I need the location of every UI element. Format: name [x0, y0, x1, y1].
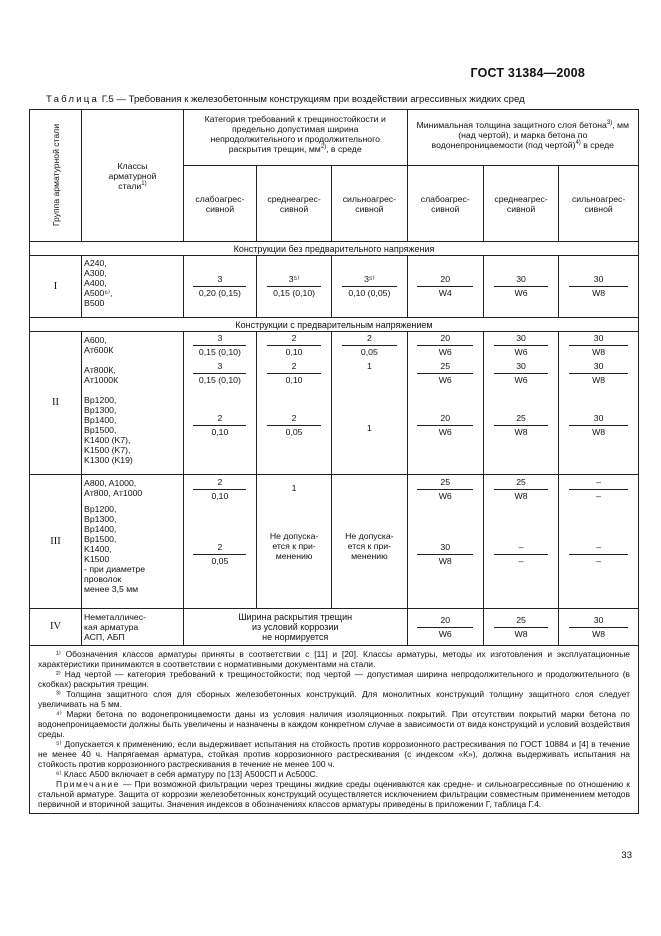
footnote-5: ⁵⁾ Допускается к применению, если выдерживает испытания на стойкость против коррозионного растрескивания по ГОСТ 10884 и [4] в течение не менее 40 ч. Напрягаемая арматура, стойкая против коррозионного растрескивания (с индексом «К»), должна выдерживать испытания на стойкость против коррозионного растрескивания в течение не менее 100 ч. — [38, 739, 630, 769]
cell-II-cover-weak: 20 W6 25 W6 20 W6 — [407, 332, 483, 475]
cell-III-crack-medium: 1 Не допуска- ется к при- менению — [256, 475, 331, 609]
caption-text: Г.5 — Требования к железобетонным конструкциям при воздействии агрессивных жидких сред — [101, 94, 525, 105]
cell-I-cover-strong: 30 W8 — [559, 256, 639, 318]
cell-I-crack-medium: 3⁵⁾ 0,15 (0,10) — [256, 256, 331, 318]
cell-I-cover-medium: 30 W6 — [483, 256, 558, 318]
group-IV: IV — [30, 609, 82, 646]
cell-III-crack-weak: 2 0,10 2 0,05 — [183, 475, 256, 609]
table-caption — [46, 94, 525, 105]
classes-I: A240, A300, A400, A500⁶⁾, B500 — [82, 256, 184, 318]
col-group-header: Группа арматурной стали — [30, 110, 82, 242]
footnote-6: ⁶⁾ Класс А500 включает в себя арматуру по [13] А500СП и Ас500С. — [56, 769, 319, 779]
col-cover-header: Минимальная толщина защитного слоя бетона$^{3)}$, мм (над чертой), и марка бетона по водонепроницаемости (под чертой)$^{4)}$ в среде — [407, 110, 638, 166]
classes-IV: Неметалличес- кая арматура АСП, АБП — [82, 609, 184, 646]
cell-III-cover-strong: – – – – — [559, 475, 639, 609]
cell-III-cover-medium: 25 W8 – – — [483, 475, 558, 609]
classes-II: A600, Aт600К Aт800К, Aт1000К Bp1200, Bp1300, Bp1400, Bp1500, K1400 (K7), K1500 (K7), K1300 (K19) — [82, 332, 184, 475]
col-strong-1: сильноагрес- сивной — [332, 166, 407, 242]
cell-II-cover-strong: 30 W8 30 W8 30 W8 — [559, 332, 639, 475]
col-medium-2: среднеагрес- сивной — [483, 166, 558, 242]
col-weak-1: слабоагрес- сивной — [183, 166, 256, 242]
col-weak-2: слабоагрес- сивной — [407, 166, 483, 242]
group-III: III — [30, 475, 82, 609]
cell-IV-cover-medium: 25 W8 — [483, 609, 558, 646]
col-medium-1: среднеагрес- сивной — [256, 166, 331, 242]
classes-III: A800, A1000, Aт800, Aт1000 Bp1200, Bp1300, Bp1400, Bp1500, K1400, K1500 - при диаметре проволок менее 3,5 мм — [82, 475, 184, 609]
cell-II-crack-weak: 3 0,15 (0,10) 3 0,15 (0,10) 2 0,10 — [183, 332, 256, 475]
cell-II-crack-strong: 2 0,05 1 1 — [332, 332, 407, 475]
section-prestress: Конструкции с предварительным напряжением — [30, 318, 639, 332]
cell-I-crack-strong: 3⁵⁾ 0,10 (0,05) — [332, 256, 407, 318]
cell-III-cover-weak: 25 W6 30 W8 — [407, 475, 483, 609]
cell-I-cover-weak: 20 W4 — [407, 256, 483, 318]
section-no-prestress: Конструкции без предварительного напряжения — [30, 242, 639, 256]
footnote-2: ²⁾ Над чертой — категория требований к трещиностойкости; под чертой — допустимая ширина непродолжительного и продолжительного (в скобках) раскрытия трещин. — [38, 669, 630, 689]
col-strong-2: сильноагрес- сивной — [559, 166, 639, 242]
footnote-4: ⁴⁾ Марки бетона по водонепроницаемости даны из условия наличия изоляционных покрытий. При отсутствии покрытий марки бетона по водонепроницаемости должны быть увеличены и назначены в каждом конкретном случае в зависимости от вида конструкций и условий воздействия среды. — [38, 709, 630, 739]
col-crack-header: Категория требований к трещиностойкости и предельно допустимая ширина непродолжительного и продолжительного раскрытия трещин, $мм^{2)}$, в среде — [183, 110, 407, 166]
col-classes-header: Классы арматурной стали$^{1)}$ — [82, 110, 184, 242]
group-I: I — [30, 256, 82, 318]
standard-header: ГОСТ 31384—2008 — [470, 66, 585, 80]
table-notes — [30, 646, 639, 814]
cell-IV-crack: Ширина раскрытия трещин из условий коррозии не нормируется — [183, 609, 407, 646]
group-II: II — [30, 332, 82, 475]
cell-II-cover-medium: 30 W6 30 W6 25 W8 — [483, 332, 558, 475]
cell-I-crack-weak: 3 0,20 (0,15) — [183, 256, 256, 318]
caption-label: Таблица — [46, 94, 100, 105]
footnote-1: ¹⁾ Обозначения классов арматуры приняты в соответствии с [11] и [20]. Классы арматуры, методы их изготовления и эксплуатационные характеристики принимаются в соответствии с нормативными документами на стали. — [38, 649, 630, 669]
cell-II-crack-medium: 2 0,10 2 0,10 2 0,05 — [256, 332, 331, 475]
footnote-3: ³⁾ Толщина защитного слоя для сборных железобетонных конструкций. Для монолитных конструкций толщину защитного слоя следует увеличивать на 5 мм. — [38, 689, 630, 709]
general-note: Примечание — При возможной фильтрации через трещины жидкие среды оцениваются как средне- и сильноагрессивные по отношению к стальной арматуре. Защита от коррозии железобетонных конструкций осуществляется исключением фильтрации совместным применением методов первичной и вторичной защиты. Значения индексов в обозначениях классов арматуры приведены в приложении Г, таблица Г.4. — [38, 779, 630, 809]
requirements-table — [29, 109, 639, 814]
cell-III-crack-strong: Не допуска- ется к при- менению — [332, 475, 407, 609]
page-number: 33 — [621, 850, 632, 861]
cell-IV-cover-weak: 20 W6 — [407, 609, 483, 646]
cell-IV-cover-strong: 30 W8 — [559, 609, 639, 646]
